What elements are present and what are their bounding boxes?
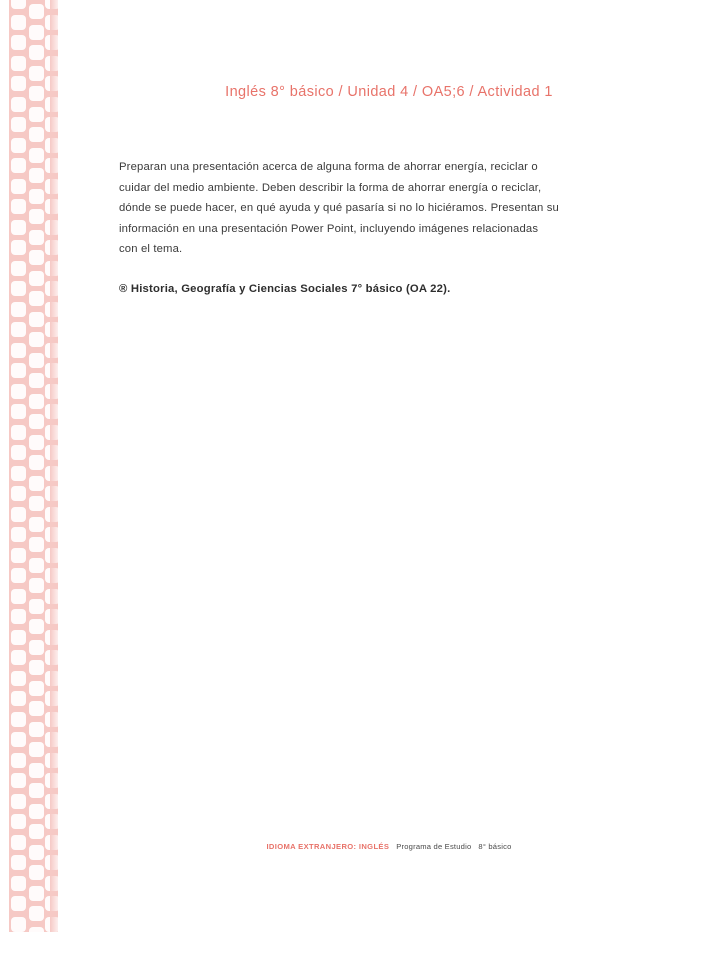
band-dot bbox=[29, 66, 44, 81]
band-dot bbox=[11, 466, 26, 481]
band-dot bbox=[29, 886, 44, 901]
page-title: Inglés 8° básico / Unidad 4 / OA5;6 / Actividad 1 bbox=[225, 84, 553, 100]
band-dot bbox=[29, 271, 44, 286]
band-dot bbox=[29, 783, 44, 798]
band-dot bbox=[11, 15, 26, 30]
band-dot bbox=[11, 117, 26, 132]
band-dot bbox=[11, 712, 26, 727]
band-dot bbox=[11, 691, 26, 706]
band-dot bbox=[29, 209, 44, 224]
band-dot bbox=[29, 4, 44, 19]
band-dot bbox=[29, 517, 44, 532]
band-dot bbox=[11, 650, 26, 665]
band-edge-strip bbox=[0, 0, 9, 932]
activity-description: Preparan una presentación acerca de alguna forma de ahorrar energía, reciclar o cuidar del medio ambiente. Deben describir la forma de ahorrar energía o reciclar, dónde se puede hacer, en qué ayuda y qué pasaría si no lo hiciéramos. Presentan su información en una presentación Power Point, incluyendo imágenes relacionadas con el tema. bbox=[119, 161, 559, 255]
page-footer bbox=[58, 842, 720, 858]
band-dot bbox=[29, 127, 44, 142]
band-dot bbox=[11, 548, 26, 563]
footer-subject: IDIOMA EXTRANJERO: INGLÉS bbox=[266, 842, 390, 851]
band-dot bbox=[11, 425, 26, 440]
band-dot bbox=[29, 496, 44, 511]
band-dot bbox=[29, 332, 44, 347]
band-dot bbox=[11, 732, 26, 747]
band-dot bbox=[29, 25, 44, 40]
band-dot bbox=[29, 865, 44, 880]
band-dot bbox=[29, 947, 44, 962]
band-dot bbox=[29, 45, 44, 60]
band-dot bbox=[11, 179, 26, 194]
band-dot bbox=[11, 486, 26, 501]
band-dot bbox=[29, 640, 44, 655]
band-dot bbox=[29, 476, 44, 491]
band-dot bbox=[11, 0, 26, 9]
band-dot bbox=[29, 824, 44, 839]
band-dot bbox=[11, 794, 26, 809]
band-dot bbox=[11, 343, 26, 358]
band-dot bbox=[29, 291, 44, 306]
band-dot bbox=[11, 97, 26, 112]
band-dot bbox=[29, 681, 44, 696]
band-dot bbox=[11, 937, 26, 952]
band-dot bbox=[11, 35, 26, 50]
band-dot bbox=[11, 753, 26, 768]
band-dot bbox=[29, 845, 44, 860]
band-dot bbox=[11, 568, 26, 583]
band-dot bbox=[11, 609, 26, 624]
band-dot bbox=[11, 876, 26, 891]
band-dot bbox=[45, 937, 60, 952]
band-dot bbox=[29, 578, 44, 593]
band-dot bbox=[29, 763, 44, 778]
footer-program: Programa de Estudio bbox=[396, 842, 472, 851]
band-dot bbox=[29, 189, 44, 204]
band-dot bbox=[11, 814, 26, 829]
band-dot bbox=[29, 660, 44, 675]
band-dot bbox=[29, 414, 44, 429]
band-dot bbox=[29, 906, 44, 921]
band-dot bbox=[11, 855, 26, 870]
band-dot bbox=[29, 742, 44, 757]
band-dot bbox=[29, 558, 44, 573]
band-dot bbox=[11, 630, 26, 645]
band-dot bbox=[29, 168, 44, 183]
band-dot bbox=[29, 455, 44, 470]
band-dot bbox=[11, 220, 26, 235]
footer-level: 8° básico bbox=[478, 842, 512, 851]
band-dot bbox=[11, 199, 26, 214]
band-dot bbox=[29, 804, 44, 819]
band-dot bbox=[11, 302, 26, 317]
band-dot bbox=[11, 240, 26, 255]
band-dot bbox=[11, 445, 26, 460]
band-dot bbox=[11, 896, 26, 911]
band-dot bbox=[29, 701, 44, 716]
cross-reference-note: ® Historia, Geografía y Ciencias Sociales 7° básico (OA 22). bbox=[119, 283, 451, 295]
band-dot bbox=[11, 363, 26, 378]
band-dot bbox=[29, 312, 44, 327]
band-dot bbox=[11, 527, 26, 542]
band-dot bbox=[29, 619, 44, 634]
band-dot bbox=[11, 158, 26, 173]
band-dot bbox=[29, 537, 44, 552]
band-dot bbox=[29, 435, 44, 450]
band-dot bbox=[11, 281, 26, 296]
band-dot bbox=[11, 261, 26, 276]
band-dot bbox=[29, 599, 44, 614]
band-dot bbox=[29, 250, 44, 265]
band-dot bbox=[29, 148, 44, 163]
band-dot bbox=[29, 927, 44, 942]
band-right-fade bbox=[50, 0, 58, 932]
band-dot bbox=[11, 138, 26, 153]
band-dot bbox=[11, 56, 26, 71]
band-dot bbox=[11, 507, 26, 522]
decorative-margin-band bbox=[0, 0, 58, 932]
band-dot bbox=[11, 404, 26, 419]
band-dot bbox=[11, 76, 26, 91]
band-dot bbox=[29, 86, 44, 101]
band-dot bbox=[11, 322, 26, 337]
band-dot bbox=[29, 373, 44, 388]
page-content bbox=[58, 0, 720, 932]
band-dot bbox=[11, 835, 26, 850]
band-dot bbox=[29, 722, 44, 737]
band-dot bbox=[11, 589, 26, 604]
band-dot bbox=[11, 671, 26, 686]
band-dot bbox=[11, 773, 26, 788]
band-dot bbox=[29, 107, 44, 122]
band-dot bbox=[29, 394, 44, 409]
band-dot bbox=[11, 384, 26, 399]
band-dot bbox=[29, 353, 44, 368]
band-dot bbox=[29, 230, 44, 245]
band-dot bbox=[11, 917, 26, 932]
